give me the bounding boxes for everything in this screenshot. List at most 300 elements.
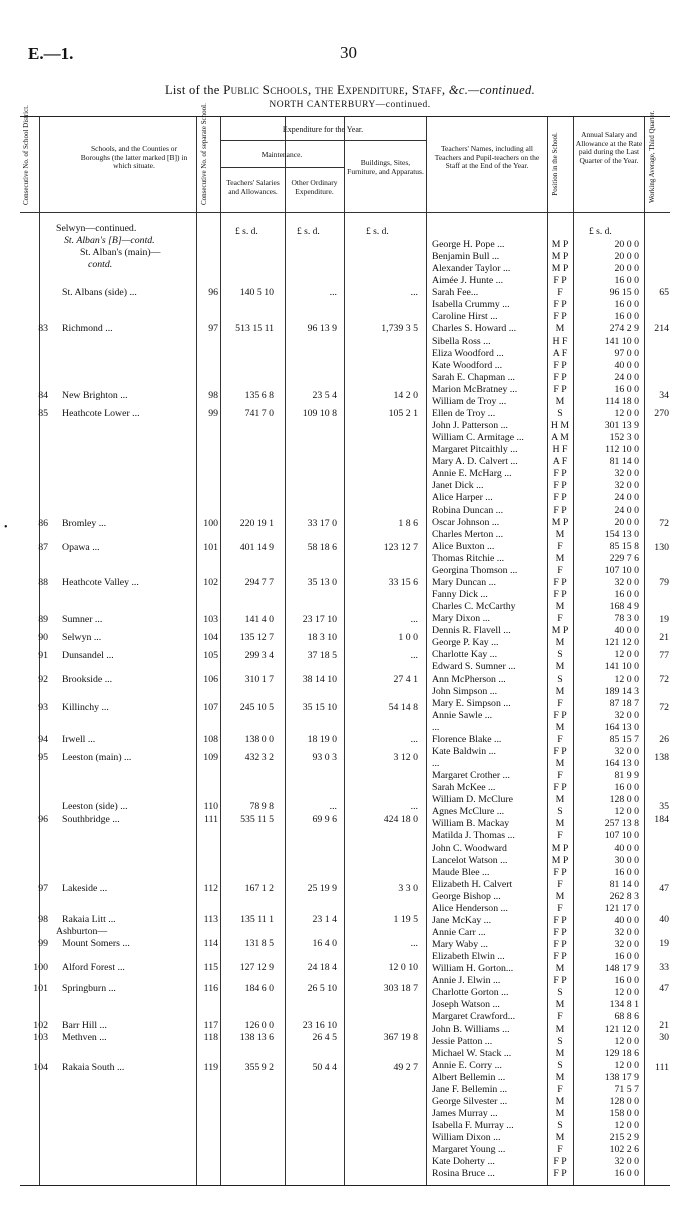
teacher-name: Charlotte Kay ...	[432, 649, 498, 661]
teacher-name: Alice Harper ...	[432, 492, 493, 504]
school-separate-no: 109	[203, 752, 218, 763]
school-other-expenditure: 58 18 6	[307, 542, 337, 553]
school-district-no: 103	[33, 1032, 48, 1043]
col-maintenance: Maintenance.	[261, 150, 303, 159]
teacher-annual-salary: 20 0 0	[614, 516, 639, 528]
col-teachers-salaries: Teachers' Salaries and Allowances.	[226, 178, 280, 196]
school-name: Opawa ...	[62, 542, 100, 553]
school-working-average: 77	[659, 650, 669, 661]
teacher-annual-salary: 40 0 0	[614, 914, 639, 926]
school-teacher-salaries: 78 9 8	[249, 801, 274, 812]
teacher-row	[20, 1144, 670, 1156]
teacher-position: M	[555, 794, 565, 806]
teacher-row	[20, 746, 670, 758]
school-working-average: 72	[659, 518, 669, 529]
teacher-position: F P	[553, 371, 567, 383]
teacher-annual-salary: 85 15 7	[609, 733, 639, 745]
teacher-row	[20, 492, 670, 504]
teacher-position: F	[557, 1083, 563, 1095]
school-teacher-salaries: 140 5 10	[239, 287, 274, 298]
teacher-name: Margaret Young ...	[432, 1144, 506, 1156]
teacher-position: A F	[552, 456, 568, 468]
teacher-position: M	[555, 685, 565, 697]
teacher-annual-salary: 24 0 0	[614, 504, 639, 516]
teacher-row	[20, 456, 670, 468]
school-name: Brookside ...	[62, 674, 113, 685]
teacher-annual-salary: 16 0 0	[614, 866, 639, 878]
teacher-annual-salary: 32 0 0	[614, 468, 639, 480]
teacher-position: F P	[553, 383, 567, 395]
teacher-row	[20, 1084, 670, 1096]
school-working-average: 47	[659, 883, 669, 894]
school-district-no: 93	[38, 702, 48, 713]
school-district-no: 86	[38, 518, 48, 529]
teacher-row	[20, 468, 670, 480]
page-title	[0, 82, 700, 98]
teacher-position: F P	[553, 299, 567, 311]
teacher-name: Dennis R. Flavell ...	[432, 625, 511, 637]
teacher-position: M	[555, 999, 565, 1011]
teacher-annual-salary: 16 0 0	[614, 383, 639, 395]
school-separate-no: 103	[203, 614, 218, 625]
school-district-no: 100	[33, 962, 48, 973]
school-working-average: 270	[654, 408, 669, 419]
teacher-position: F P	[553, 914, 567, 926]
school-other-expenditure: 23 16 10	[302, 1020, 337, 1031]
teacher-annual-salary: 16 0 0	[614, 1168, 639, 1180]
teacher-annual-salary: 68 8 6	[614, 1011, 639, 1023]
teacher-position: M	[555, 323, 565, 335]
intro-line: Selwyn—continued.	[56, 223, 137, 234]
school-other-expenditure: 38 14 10	[302, 674, 337, 685]
teacher-row	[20, 1048, 670, 1060]
school-working-average: 21	[659, 632, 669, 643]
school-district-no: 101	[33, 983, 48, 994]
school-buildings: 1,739 3 5	[381, 323, 418, 334]
teacher-position: M	[555, 1132, 565, 1144]
teacher-annual-salary: 128 0 0	[609, 794, 639, 806]
school-other-expenditure: 50 4 4	[312, 1062, 337, 1073]
teacher-position: S	[557, 407, 563, 419]
school-buildings: 3 3 0	[398, 883, 418, 894]
school-teacher-salaries: 294 7 7	[244, 577, 274, 588]
teacher-annual-salary: 168 4 9	[609, 601, 639, 613]
school-separate-no: 117	[203, 1020, 218, 1031]
unit-label: £ s. d.	[366, 227, 389, 237]
teacher-position: F P	[553, 709, 567, 721]
teacher-name: Rosina Bruce ...	[432, 1168, 495, 1180]
school-buildings: ...	[410, 287, 418, 298]
teacher-annual-salary: 32 0 0	[614, 939, 639, 951]
teacher-name: John B. Williams ...	[432, 1023, 510, 1035]
school-district-no: 90	[38, 632, 48, 643]
teacher-position: H F	[552, 444, 568, 456]
teacher-annual-salary: 20 0 0	[614, 239, 639, 250]
title-suffix: &c.—continued.	[445, 83, 536, 97]
teacher-annual-salary: 154 13 0	[604, 528, 639, 540]
teacher-name: Mary Duncan ...	[432, 576, 496, 588]
teacher-annual-salary: 262 8 3	[609, 890, 639, 902]
school-name: Heathcote Lower ...	[62, 408, 140, 419]
school-teacher-salaries: 535 11 5	[240, 814, 274, 825]
teacher-annual-salary: 121 17 0	[604, 902, 639, 914]
teacher-row	[20, 661, 670, 673]
teacher-annual-salary: 32 0 0	[614, 709, 639, 721]
teacher-row	[20, 951, 670, 963]
teacher-name: George H. Pope ...	[432, 239, 505, 250]
teacher-name: Matilda J. Thomas ...	[432, 830, 515, 842]
teacher-position: F P	[553, 745, 567, 757]
teacher-annual-salary: 12 0 0	[614, 673, 639, 685]
teacher-name: Sarah Fee...	[432, 287, 479, 299]
teacher-annual-salary: 274 2 9	[609, 323, 639, 335]
school-teacher-salaries: 432 3 2	[244, 752, 274, 763]
teacher-position: M	[555, 1071, 565, 1083]
teacher-name: Margaret Crother ...	[432, 770, 510, 782]
teacher-row	[20, 299, 670, 311]
teacher-name: Jane McKay ...	[432, 914, 492, 926]
teacher-row	[20, 480, 670, 492]
teacher-annual-salary: 134 8 1	[609, 999, 639, 1011]
school-separate-no: 112	[203, 883, 218, 894]
school-name: Southbridge ...	[62, 814, 120, 825]
school-teacher-salaries: 141 4 0	[244, 614, 274, 625]
teacher-name: Ann McPherson ...	[432, 673, 506, 685]
teacher-row	[20, 903, 670, 915]
school-other-expenditure: 96 13 9	[307, 323, 337, 334]
col-consecutive-no: Consecutive No. of School District.	[22, 105, 30, 205]
school-separate-no: 111	[204, 814, 218, 825]
school-teacher-salaries: 299 3 4	[244, 650, 274, 661]
teacher-name: Alice Henderson ...	[432, 902, 508, 914]
teacher-row	[20, 553, 670, 565]
teacher-name: Sarah McKee ...	[432, 782, 496, 794]
teacher-name: John J. Patterson ...	[432, 420, 508, 432]
teacher-name: ...	[432, 721, 440, 733]
school-other-expenditure: 35 15 10	[302, 702, 337, 713]
intro-line: contd.	[88, 259, 113, 270]
teacher-annual-salary: 20 0 0	[614, 251, 639, 263]
school-name: Leeston (side) ...	[62, 801, 128, 812]
school-teacher-salaries: 167 1 2	[244, 883, 274, 894]
school-separate-no: 114	[203, 938, 218, 949]
teacher-row	[20, 287, 670, 299]
teacher-annual-salary: 71 5 7	[614, 1083, 639, 1095]
school-district-no: 102	[33, 1020, 48, 1031]
teacher-position: M	[555, 1023, 565, 1035]
teacher-name: John Simpson ...	[432, 685, 498, 697]
teacher-annual-salary: 81 14 0	[609, 456, 639, 468]
teacher-annual-salary: 12 0 0	[614, 1035, 639, 1047]
school-working-average: 184	[654, 814, 669, 825]
teacher-name: Elizabeth H. Calvert	[432, 878, 513, 890]
school-teacher-salaries: 310 1 7	[244, 674, 274, 685]
school-other-expenditure: 25 19 9	[307, 883, 337, 894]
teacher-row	[20, 987, 670, 999]
teacher-position: F P	[553, 311, 567, 323]
teacher-name: Kate Doherty ...	[432, 1156, 495, 1168]
school-buildings: 1 19 5	[393, 914, 418, 925]
school-separate-no: 119	[203, 1062, 218, 1073]
teacher-annual-salary: 16 0 0	[614, 782, 639, 794]
teacher-position: M P	[551, 842, 569, 854]
teacher-annual-salary: 87 18 7	[609, 697, 639, 709]
teacher-row	[20, 589, 670, 601]
teacher-row	[20, 806, 670, 818]
teacher-position: F	[557, 770, 563, 782]
school-separate-no: 118	[203, 1032, 218, 1043]
teacher-annual-salary: 96 15 0	[609, 287, 639, 299]
school-working-average: 111	[655, 1062, 669, 1073]
school-buildings: 3 12 0	[393, 752, 418, 763]
page-subtitle: NORTH CANTERBURY—continued.	[269, 100, 431, 110]
school-buildings: 27 4 1	[393, 674, 418, 685]
teacher-name: ...	[432, 758, 440, 769]
teacher-position: F	[557, 564, 563, 576]
teacher-position: M	[555, 395, 565, 407]
teacher-position: M	[555, 528, 565, 540]
teacher-name: Sibella Ross ...	[432, 335, 491, 347]
teacher-position: M	[555, 552, 565, 564]
teacher-name: William C. Armitage ...	[432, 432, 524, 444]
school-other-expenditure: 18 3 10	[307, 632, 337, 643]
teacher-name: Maude Blee ...	[432, 866, 490, 878]
teacher-row	[20, 843, 670, 855]
teacher-name: Agnes McClure ...	[432, 806, 505, 818]
teacher-position: F P	[553, 951, 567, 963]
school-buildings: ...	[410, 734, 418, 745]
school-buildings: 424 18 0	[383, 814, 418, 825]
teacher-row	[20, 396, 670, 408]
teacher-name: Mary Waby ...	[432, 939, 488, 951]
school-other-expenditure: 24 18 4	[307, 962, 337, 973]
school-other-expenditure: 23 17 10	[302, 614, 337, 625]
teacher-position: M	[555, 661, 565, 673]
teacher-name: Georgina Thomson ...	[432, 564, 518, 576]
school-teacher-salaries: 513 15 11	[235, 323, 274, 334]
teacher-row	[20, 770, 670, 782]
teacher-position: M	[555, 1108, 565, 1120]
school-separate-no: 116	[203, 983, 218, 994]
teacher-row	[20, 698, 670, 710]
school-buildings: ...	[410, 614, 418, 625]
school-name: Selwyn ...	[62, 632, 102, 643]
teacher-position: S	[557, 987, 563, 999]
teacher-annual-salary: 16 0 0	[614, 311, 639, 323]
teacher-row	[20, 975, 670, 987]
school-working-average: 47	[659, 983, 669, 994]
teacher-position: M P	[551, 251, 569, 263]
teacher-position: F	[557, 1011, 563, 1023]
teacher-row	[20, 432, 670, 444]
school-working-average: 214	[654, 323, 669, 334]
school-name: New Brighton ...	[62, 390, 128, 401]
teacher-name: Jane F. Bellemin ...	[432, 1083, 508, 1095]
school-buildings: 105 2 1	[388, 408, 418, 419]
school-buildings: ...	[410, 801, 418, 812]
teacher-name: Alice Buxton ...	[432, 540, 495, 552]
teacher-position: F P	[553, 866, 567, 878]
teacher-row	[20, 963, 670, 975]
school-name: Dunsandel ...	[62, 650, 114, 661]
teacher-annual-salary: 129 18 6	[604, 1047, 639, 1059]
teacher-position: F P	[553, 1168, 567, 1180]
school-separate-no: 108	[203, 734, 218, 745]
teacher-name: Oscar Johnson ...	[432, 516, 500, 528]
teacher-name: Isabella F. Murray ...	[432, 1120, 514, 1132]
teacher-position: M	[555, 601, 565, 613]
school-district-no: 85	[38, 408, 48, 419]
teacher-position: M	[555, 890, 565, 902]
teacher-position: H M	[550, 420, 570, 432]
school-buildings: 303 18 7	[383, 983, 418, 994]
teacher-annual-salary: 32 0 0	[614, 745, 639, 757]
teacher-name: Mary E. Simpson ...	[432, 697, 511, 709]
school-district-no: 89	[38, 614, 48, 625]
teacher-annual-salary: 81 9 9	[614, 770, 639, 782]
teacher-row	[20, 384, 670, 396]
school-district-no: 99	[38, 938, 48, 949]
col-expenditure: Expenditure for the Year.	[282, 125, 364, 134]
unit-label: £ s. d.	[297, 227, 320, 237]
teacher-name: Benjamin Bull ...	[432, 251, 500, 263]
teacher-annual-salary: 40 0 0	[614, 359, 639, 371]
teacher-annual-salary: 16 0 0	[614, 975, 639, 987]
teacher-annual-salary: 40 0 0	[614, 842, 639, 854]
teacher-annual-salary: 164 13 0	[604, 758, 639, 769]
teacher-position: F P	[553, 480, 567, 492]
school-district-no: 98	[38, 914, 48, 925]
teacher-row	[20, 637, 670, 649]
teacher-position: F P	[553, 468, 567, 480]
school-working-average: 30	[659, 1032, 669, 1043]
teacher-row	[20, 625, 670, 637]
teacher-position: M P	[551, 516, 569, 528]
teacher-row	[20, 517, 670, 529]
teacher-row	[20, 867, 670, 879]
teacher-annual-salary: 148 17 9	[604, 963, 639, 975]
teacher-annual-salary: 128 0 0	[609, 1095, 639, 1107]
teacher-row	[20, 891, 670, 903]
teacher-name: Elizabeth Elwin ...	[432, 951, 505, 963]
teacher-name: Eliza Woodford ...	[432, 347, 504, 359]
school-working-average: 34	[659, 390, 669, 401]
teacher-name: Marion McBratney ...	[432, 383, 518, 395]
teacher-name: Caroline Hirst ...	[432, 311, 498, 323]
teacher-row	[20, 1120, 670, 1132]
teacher-position: F P	[553, 589, 567, 601]
teacher-name: Robina Duncan ...	[432, 504, 504, 516]
teacher-row	[20, 686, 670, 698]
teacher-annual-salary: 12 0 0	[614, 649, 639, 661]
school-name: Springburn ...	[62, 983, 116, 994]
teacher-name: Annie E. McHarg ...	[432, 468, 512, 480]
teacher-row	[20, 275, 670, 287]
school-separate-no: 104	[203, 632, 218, 643]
teacher-name: Annie J. Elwin ...	[432, 975, 501, 987]
school-separate-no: 107	[203, 702, 218, 713]
header-rule	[20, 212, 670, 213]
teacher-row	[20, 239, 670, 251]
teacher-name: Kate Baldwin ...	[432, 745, 496, 757]
unit-label: £ s. d.	[589, 227, 612, 237]
teacher-position: M P	[551, 239, 569, 250]
teacher-position: F	[557, 830, 563, 842]
teacher-row	[20, 251, 670, 263]
col-annual-salary: Annual Salary and Allowance at the Rate paid during the Last Quarter of the Year.	[575, 130, 643, 165]
teacher-name: William de Troy ...	[432, 395, 507, 407]
teacher-row	[20, 1096, 670, 1108]
teacher-row	[20, 408, 670, 420]
teacher-row	[20, 830, 670, 842]
school-district-no: 88	[38, 577, 48, 588]
teacher-position: F P	[553, 504, 567, 516]
school-name: Bromley ...	[62, 518, 107, 529]
school-buildings: 123 12 7	[383, 542, 418, 553]
school-other-expenditure: 23 5 4	[312, 390, 337, 401]
teacher-row	[20, 505, 670, 517]
report-reference: E.—1.	[28, 44, 74, 63]
teacher-position: F P	[553, 359, 567, 371]
teacher-annual-salary: 164 13 0	[604, 721, 639, 733]
teacher-row	[20, 541, 670, 553]
teacher-row	[20, 1156, 670, 1168]
teacher-name: Annie Carr ...	[432, 926, 486, 938]
school-working-average: 65	[659, 287, 669, 298]
teacher-annual-salary: 32 0 0	[614, 480, 639, 492]
school-working-average: 19	[659, 614, 669, 625]
teacher-name: William H. Gorton...	[432, 963, 514, 975]
school-name: Rakaia South ...	[62, 1062, 125, 1073]
col-schools: Schools, and the Counties or Boroughs (the latter marked [B]) in which situate.	[80, 144, 188, 170]
teacher-annual-salary: 16 0 0	[614, 299, 639, 311]
teacher-name: Michael W. Stack ...	[432, 1047, 512, 1059]
intro-line: St. Alban's [B]—contd.	[64, 235, 155, 246]
teacher-annual-salary: 12 0 0	[614, 407, 639, 419]
school-other-expenditure: ...	[329, 287, 337, 298]
teacher-row	[20, 565, 670, 577]
teacher-name: Thomas Ritchie ...	[432, 552, 505, 564]
page-number: 30	[340, 43, 357, 62]
school-separate-no: 97	[208, 323, 218, 334]
teacher-row	[20, 336, 670, 348]
teacher-name: Joseph Watson ...	[432, 999, 500, 1011]
teacher-position: F	[557, 697, 563, 709]
teacher-annual-salary: 24 0 0	[614, 371, 639, 383]
teacher-name: Margaret Pitcaithly ...	[432, 444, 518, 456]
school-working-average: 26	[659, 734, 669, 745]
school-buildings: 1 8 6	[398, 518, 418, 529]
teacher-row	[20, 263, 670, 275]
teacher-name: Isabella Crummy ...	[432, 299, 510, 311]
teacher-position: M	[555, 1047, 565, 1059]
teacher-annual-salary: 32 0 0	[614, 576, 639, 588]
school-district-no: 97	[38, 883, 48, 894]
teacher-name: Sarah E. Chapman ...	[432, 371, 515, 383]
school-separate-no: 106	[203, 674, 218, 685]
school-teacher-salaries: 138 0 0	[244, 734, 274, 745]
school-name: Ashburton—	[56, 926, 108, 937]
school-other-expenditure: 69 9 6	[312, 814, 337, 825]
teacher-annual-salary: 141 10 0	[604, 661, 639, 673]
col-position: Position in the School.	[551, 132, 559, 196]
school-teacher-salaries: 135 12 7	[239, 632, 274, 643]
school-working-average: 33	[659, 962, 669, 973]
teacher-annual-salary: 81 14 0	[609, 878, 639, 890]
unit-label: £ s. d.	[235, 227, 258, 237]
teacher-name: Fanny Dick ...	[432, 589, 488, 601]
school-working-average: 138	[654, 752, 669, 763]
